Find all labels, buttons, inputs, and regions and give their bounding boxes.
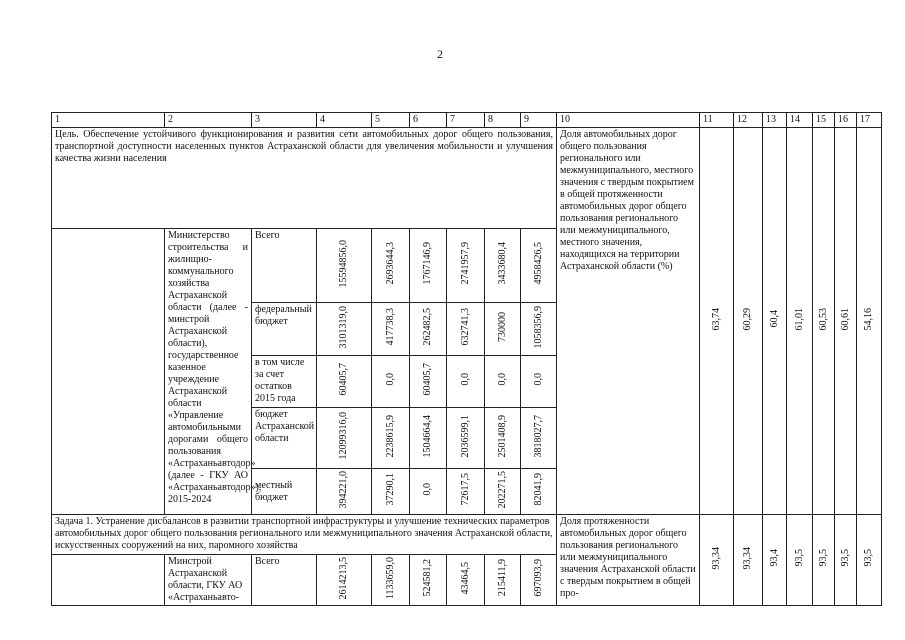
col-header: 14 — [787, 113, 813, 128]
funding-value: 2693644,3 — [372, 229, 410, 303]
col-header: 8 — [485, 113, 521, 128]
col-header: 15 — [813, 113, 835, 128]
col-header: 17 — [857, 113, 882, 128]
goal-indicator-value: 54,16 — [857, 128, 882, 515]
funding-value: 1058356,9 — [521, 303, 557, 356]
funding-value: 394221,0 — [317, 469, 372, 515]
funding-source: федеральный бюджет — [252, 303, 317, 356]
funding-source: местный бюджет — [252, 469, 317, 515]
col-header: 6 — [410, 113, 447, 128]
funding-value: 730000 — [485, 303, 521, 356]
goal-indicator-value: 63,74 — [700, 128, 734, 515]
goal-indicator: Доля автомобильных дорог общего пользования регионального или межмуниципального, местного значения с твердым покрытием в общей протяженности автомобильных дорог общего пользования регионального или межмуниципального, местного значения, находящихся на территории Астраханской области (%) — [557, 128, 700, 515]
funding-value: 417738,3 — [372, 303, 410, 356]
col-header: 12 — [734, 113, 763, 128]
funding-value: 60405,7 — [317, 356, 372, 408]
task-indicator-value: 93,5 — [857, 515, 882, 606]
funding-value: 37290,1 — [372, 469, 410, 515]
task-indicator: Доля протяженности автомобильных дорог общего пользования регионального или межмуниципального значения Астраханской области с твердым покрытием в общей про- — [557, 515, 700, 606]
empty-cell — [52, 229, 165, 515]
task-text: Задача 1. Устранение дисбалансов в развитии транспортной инфраструктуры и улучшение технических параметров автомобильных дорог общего пользования регионального или межмуниципального значения Астраханской области, искусственных сооружений на них, паромного хозяйства — [52, 515, 557, 555]
funding-value: 215411,9 — [485, 555, 521, 606]
funding-value: 3818027,7 — [521, 408, 557, 469]
funding-source: Всего — [252, 555, 317, 606]
task-indicator-value: 93,5 — [787, 515, 813, 606]
funding-value: 1767146,9 — [410, 229, 447, 303]
executor-text: Минстрой Астраханской области, ГКУ АО «Астраханьавто- — [165, 555, 252, 606]
funding-value: 0,0 — [372, 356, 410, 408]
funding-value: 0,0 — [485, 356, 521, 408]
task-indicator-value: 93,4 — [763, 515, 787, 606]
col-header: 1 — [52, 113, 165, 128]
funding-value: 0,0 — [521, 356, 557, 408]
task-row — [52, 515, 882, 555]
goal-indicator-value: 60,29 — [734, 128, 763, 515]
col-header: 13 — [763, 113, 787, 128]
funding-value: 0,0 — [410, 469, 447, 515]
funding-value: 12099316,0 — [317, 408, 372, 469]
task-indicator-value: 93,34 — [700, 515, 734, 606]
col-header: 10 — [557, 113, 700, 128]
col-header: 4 — [317, 113, 372, 128]
funding-value: 262482,5 — [410, 303, 447, 356]
funding-value: 697093,9 — [521, 555, 557, 606]
funding-value: 1133659,0 — [372, 555, 410, 606]
goal-indicator-value: 60,61 — [835, 128, 857, 515]
funding-source: Всего — [252, 229, 317, 303]
col-header: 7 — [447, 113, 485, 128]
funding-source: в том числе за счет остатков 2015 года — [252, 356, 317, 408]
funding-value: 60405,7 — [410, 356, 447, 408]
goal-text: Цель. Обеспечение устойчивого функционирования и развития сети автомобильных дорог общего пользования, транспортной доступности населенных пунктов Астраханской области для увеличения мобильности и улучшения качества жизни населения — [52, 128, 557, 229]
page-number: 2 — [437, 47, 443, 61]
funding-value: 524581,2 — [410, 555, 447, 606]
task-indicator-value: 93,34 — [734, 515, 763, 606]
funding-source: бюджет Астраханской области — [252, 408, 317, 469]
funding-value: 2036599,1 — [447, 408, 485, 469]
funding-value: 2501408,9 — [485, 408, 521, 469]
goal-indicator-value: 60,4 — [763, 128, 787, 515]
funding-value: 202271,5 — [485, 469, 521, 515]
col-header: 3 — [252, 113, 317, 128]
column-header-row — [52, 113, 882, 128]
col-header: 11 — [700, 113, 734, 128]
funding-value: 4958426,5 — [521, 229, 557, 303]
funding-value: 2614213,5 — [317, 555, 372, 606]
col-header: 2 — [165, 113, 252, 128]
goal-indicator-value: 60,53 — [813, 128, 835, 515]
funding-value: 3433680,4 — [485, 229, 521, 303]
funding-value: 43464,5 — [447, 555, 485, 606]
funding-value: 15594856,0 — [317, 229, 372, 303]
funding-value: 82041,9 — [521, 469, 557, 515]
funding-value: 632741,3 — [447, 303, 485, 356]
goal-row — [52, 128, 882, 229]
program-table — [51, 112, 882, 606]
task-indicator-value: 93,5 — [835, 515, 857, 606]
col-header: 5 — [372, 113, 410, 128]
funding-value: 1504664,4 — [410, 408, 447, 469]
executor-text: Министерство строительства и жилищно-коммунального хозяйства Астраханской области (далее - минстрой Астраханской области), государственное казенное учреждение Астраханской области «Управление автомобильными дорогами общего пользования «Астраханьавтодор» (далее - ГКУ АО «Астраханьавтодор»), 2015-2024 — [165, 229, 252, 515]
funding-value: 72617,5 — [447, 469, 485, 515]
funding-value: 2741957,9 — [447, 229, 485, 303]
col-header: 9 — [521, 113, 557, 128]
empty-cell — [52, 555, 165, 606]
funding-value: 0,0 — [447, 356, 485, 408]
funding-value: 2238615,9 — [372, 408, 410, 469]
funding-value: 3101319,0 — [317, 303, 372, 356]
goal-indicator-value: 61,01 — [787, 128, 813, 515]
task-indicator-value: 93,5 — [813, 515, 835, 606]
col-header: 16 — [835, 113, 857, 128]
